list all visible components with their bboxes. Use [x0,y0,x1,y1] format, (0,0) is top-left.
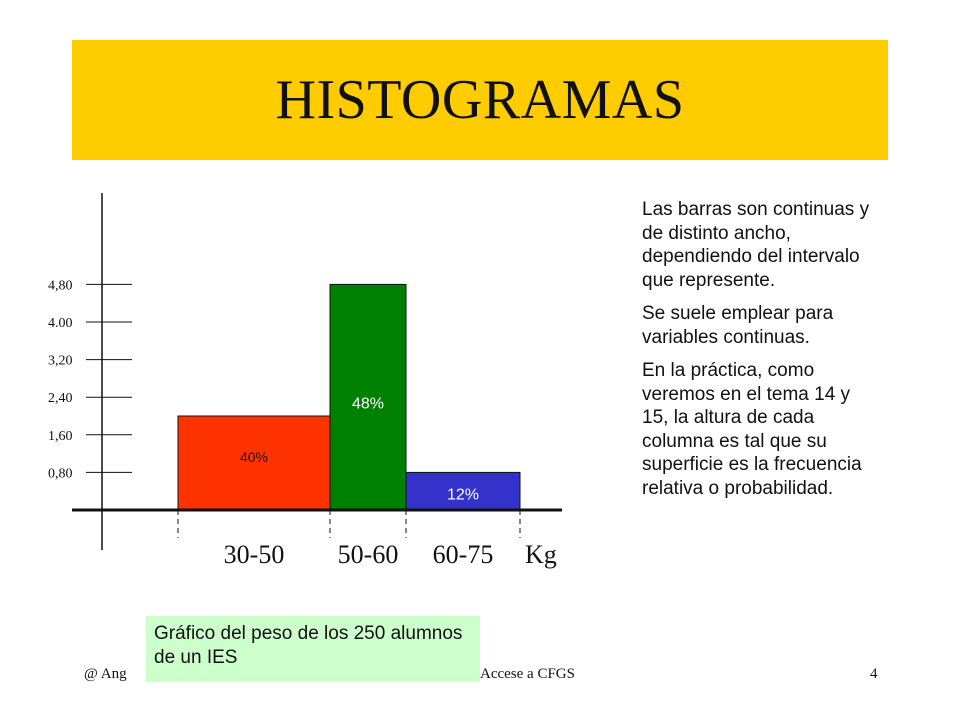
y-tick-label: 3,20 [48,353,73,369]
explanation-paragraph-2: Se suele emplear para variables continuas. [642,303,834,348]
bar-value-label: 40% [239,449,269,465]
y-tick-label: 2,40 [48,391,73,407]
slide-title: HISTOGRAMAS [275,69,685,131]
bar-value-label: 12% [446,486,480,504]
x-axis-unit-label: Kg [525,540,557,569]
footer-course: Accese a CFGS [480,666,575,682]
x-category-label: 50-60 [337,540,399,569]
explanation-text [642,198,872,510]
page-number: 4 [870,666,878,682]
y-tick-label: 4.00 [48,316,73,331]
explanation-paragraph-1: Las barras son continuas y de distinto ancho, dependiendo del intervalo que represente. [642,199,870,291]
chart-caption: Gráfico del peso de los 250 alumnos de un IES [146,616,480,682]
explanation-paragraph-3: En la práctica, como veremos en el tema 14 y 15, la altura de cada columna es tal que su superficie es la frecuencia relativa o probabilidad. [642,360,862,499]
footer-author: @ Ang [84,666,127,682]
x-category-label: 30-50 [223,540,285,569]
y-tick-label: 0,80 [48,466,73,482]
y-tick-label: 1,60 [48,428,73,444]
y-tick-label: 4,80 [48,278,73,294]
bar-value-label: 48% [351,395,385,413]
x-category-label: 60-75 [432,540,494,569]
